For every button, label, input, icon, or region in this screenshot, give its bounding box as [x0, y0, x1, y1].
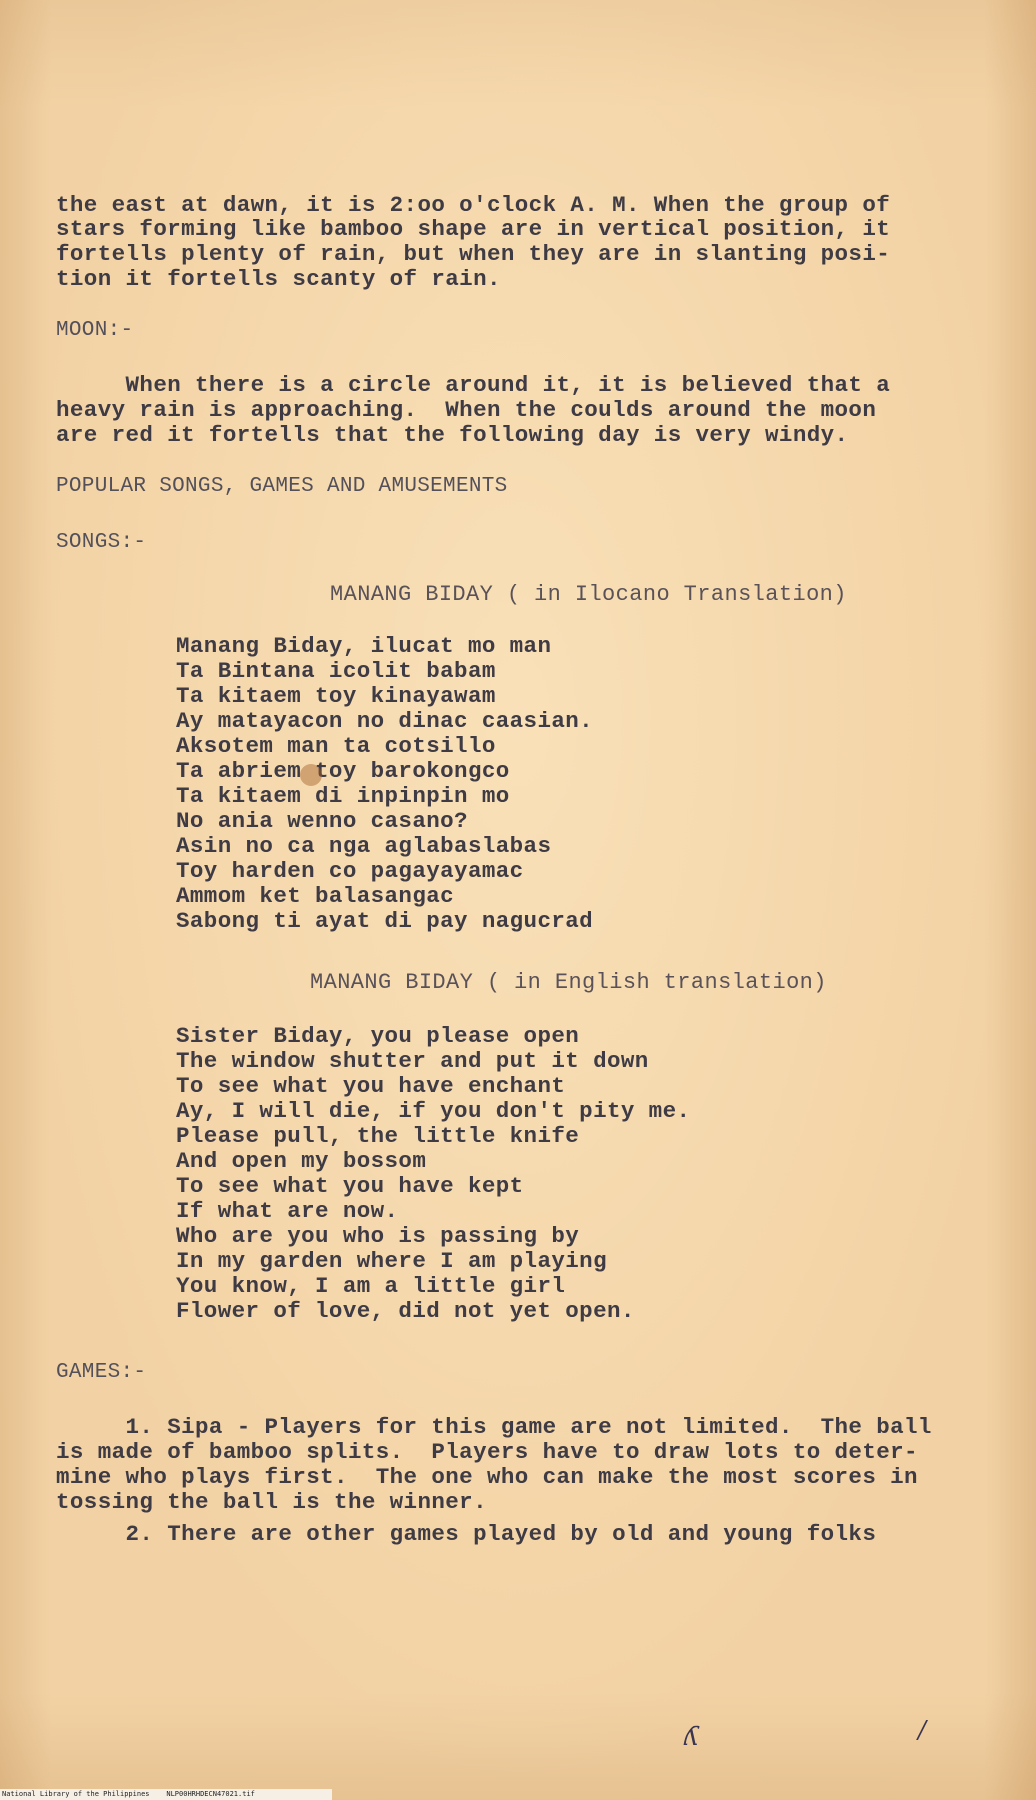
song2-line: Who are you who is passing by — [176, 1223, 580, 1249]
games-line: tossing the ball is the winner. — [56, 1489, 487, 1515]
song2-line: Please pull, the little knife — [176, 1123, 580, 1149]
moon-line: heavy rain is approaching. When the coulds around the moon — [56, 397, 877, 423]
song1-line: Asin no ca nga aglabaslabas — [176, 833, 552, 859]
games-heading: GAMES:- — [56, 1361, 147, 1384]
song2-line: You know, I am a little girl — [176, 1273, 566, 1299]
moon-line: are red it fortells that the following day is very windy. — [56, 422, 849, 448]
song2-line: Flower of love, did not yet open. — [176, 1298, 635, 1324]
song1-line: Sabong ti ayat di pay nagucrad — [176, 908, 594, 934]
song1-line: No ania wenno casano? — [176, 808, 468, 834]
footer-file: NLP00HRHDECN47021.tif — [166, 1790, 255, 1798]
song1-line: Ammom ket balasangac — [176, 883, 455, 909]
song2-line: Ay, I will die, if you don't pity me. — [176, 1098, 691, 1124]
song1-line: Ta kitaem toy kinayawam — [176, 683, 496, 709]
games-line: mine who plays first. The one who can make the most scores in — [56, 1464, 918, 1490]
songs-heading: SONGS:- — [56, 531, 147, 554]
handwritten-tick-mark: / — [918, 1716, 927, 1744]
song1-line: Ta Bintana icolit babam — [176, 658, 496, 684]
song1-line: Ta abriem toy barokongco — [176, 758, 510, 784]
song1-line: Aksotem man ta cotsillo — [176, 733, 496, 759]
games-line: 2. There are other games played by old and young folks — [56, 1521, 877, 1547]
song2-line: If what are now. — [176, 1198, 399, 1224]
song1-line: Ay matayacon no dinac caasian. — [176, 708, 594, 734]
intro-line: tion it fortells scanty of rain. — [56, 266, 501, 292]
intro-line: the east at dawn, it is 2:oo o'clock A. M. When the group of — [56, 192, 891, 218]
song1-line: Ta kitaem di inpinpin mo — [176, 783, 510, 809]
song2-line: To see what you have enchant — [176, 1073, 566, 1099]
footer-library: National Library of the Philippines — [2, 1790, 150, 1798]
moon-heading: MOON:- — [56, 319, 134, 342]
popular-heading: POPULAR SONGS, GAMES AND AMUSEMENTS — [56, 475, 508, 498]
song2-title: MANANG BIDAY ( in English translation) — [310, 970, 827, 995]
scan-footer — [0, 1789, 332, 1800]
song2-line: In my garden where I am playing — [176, 1248, 607, 1274]
song2-line: To see what you have kept — [176, 1173, 524, 1199]
song1-line: Manang Biday, ilucat mo man — [176, 633, 552, 659]
games-line: is made of bamboo splits. Players have to draw lots to deter- — [56, 1439, 918, 1465]
song1-title: MANANG BIDAY ( in Ilocano Translation) — [330, 582, 847, 607]
intro-line: fortells plenty of rain, but when they are in slanting posi- — [56, 241, 891, 267]
games-line: 1. Sipa - Players for this game are not limited. The ball — [56, 1414, 932, 1440]
song2-line: The window shutter and put it down — [176, 1048, 649, 1074]
song2-line: Sister Biday, you please open — [176, 1023, 580, 1049]
song1-line: Toy harden co pagayayamac — [176, 858, 524, 884]
handwritten-page-mark: ʎ — [684, 1722, 699, 1752]
song2-line: And open my bossom — [176, 1148, 427, 1174]
moon-line: When there is a circle around it, it is believed that a — [56, 372, 891, 398]
intro-line: stars forming like bamboo shape are in vertical position, it — [56, 216, 891, 242]
